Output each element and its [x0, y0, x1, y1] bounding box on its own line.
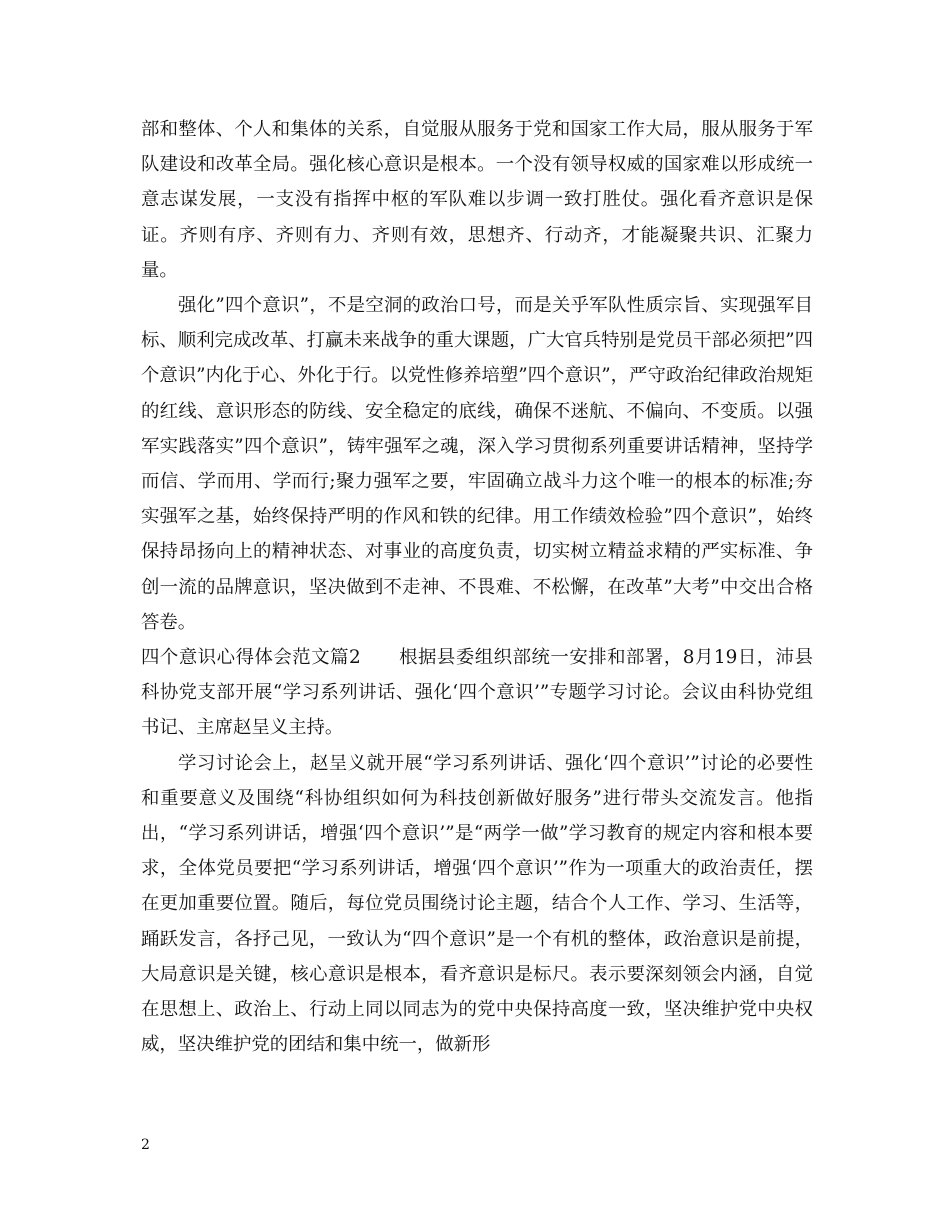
document-body: [141, 112, 813, 1062]
paragraph-essay-2-intro: 四个意识心得体会范文篇2 根据县委组织部统一安排和部署，8月19日，沛县科协党支部开展“学习系列讲话、强化‘四个意识’”专题学习讨论。会议由科协党组书记、主席赵呈义主持。: [141, 647, 813, 739]
page-number: 2: [141, 1137, 150, 1153]
paragraph-four-consciousness-military: 强化”四个意识”，不是空洞的政治口号，而是关乎军队性质宗旨、实现强军目标、顺利完成改革、打赢未来战争的重大课题，广大官兵特别是党员干部必须把”四个意识”内化于心、外化于行。以党性修养培塑”四个意识”，严守政治纪律政治规矩的红线、意识形态的防线、安全稳定的底线，确保不迷航、不偏向、不变质。以强军实践落实”四个意识”，铸牢强军之魂，深入学习贯彻系列重要讲话精神，坚持学而信、学而用、学而行;聚力强军之要，牢固确立战斗力这个唯一的根本的标准;夯实强军之基，始终保持严明的作风和铁的纪律。用工作绩效检验”四个意识”，始终保持昂扬向上的精神状态、对事业的高度负责，切实树立精益求精的严实标准、争创一流的品牌意识，坚决做到不走神、不畏难、不松懈，在改革”大考”中交出合格答卷。: [141, 295, 813, 633]
paragraph-continuation: 部和整体、个人和集体的关系，自觉服从服务于党和国家工作大局，服从服务于军队建设和改革全局。强化核心意识是根本。一个没有领导权威的国家难以形成统一意志谋发展，一支没有指挥中枢的军队难以步调一致打胜仗。强化看齐意识是保证。齐则有序、齐则有力、齐则有效，思想齐、行动齐，才能凝聚共识、汇聚力量。: [141, 119, 813, 281]
paragraph-discussion-meeting: 学习讨论会上，赵呈义就开展“学习系列讲话、强化‘四个意识’”讨论的必要性和重要意义及围绕“科协组织如何为科技创新做好服务”进行带头交流发言。他指出，“学习系列讲话，增强‘四个意识’”是“两学一做”学习教育的规定内容和根本要求，全体党员要把“学习系列讲话，增强‘四个意识’”作为一项重大的政治责任，摆在更加重要位置。随后，每位党员围绕讨论主题，结合个人工作、学习、生活等，踊跃发言，各抒己见，一致认为“四个意识”是一个有机的整体，政治意识是前提，大局意识是关键，核心意识是根本，看齐意识是标尺。表示要深刻领会内涵，自觉在思想上、政治上、行动上同以同志为的党中央保持高度一致，坚决维护党中央权威，坚决维护党的团结和集中统一，做新形: [141, 752, 813, 1056]
